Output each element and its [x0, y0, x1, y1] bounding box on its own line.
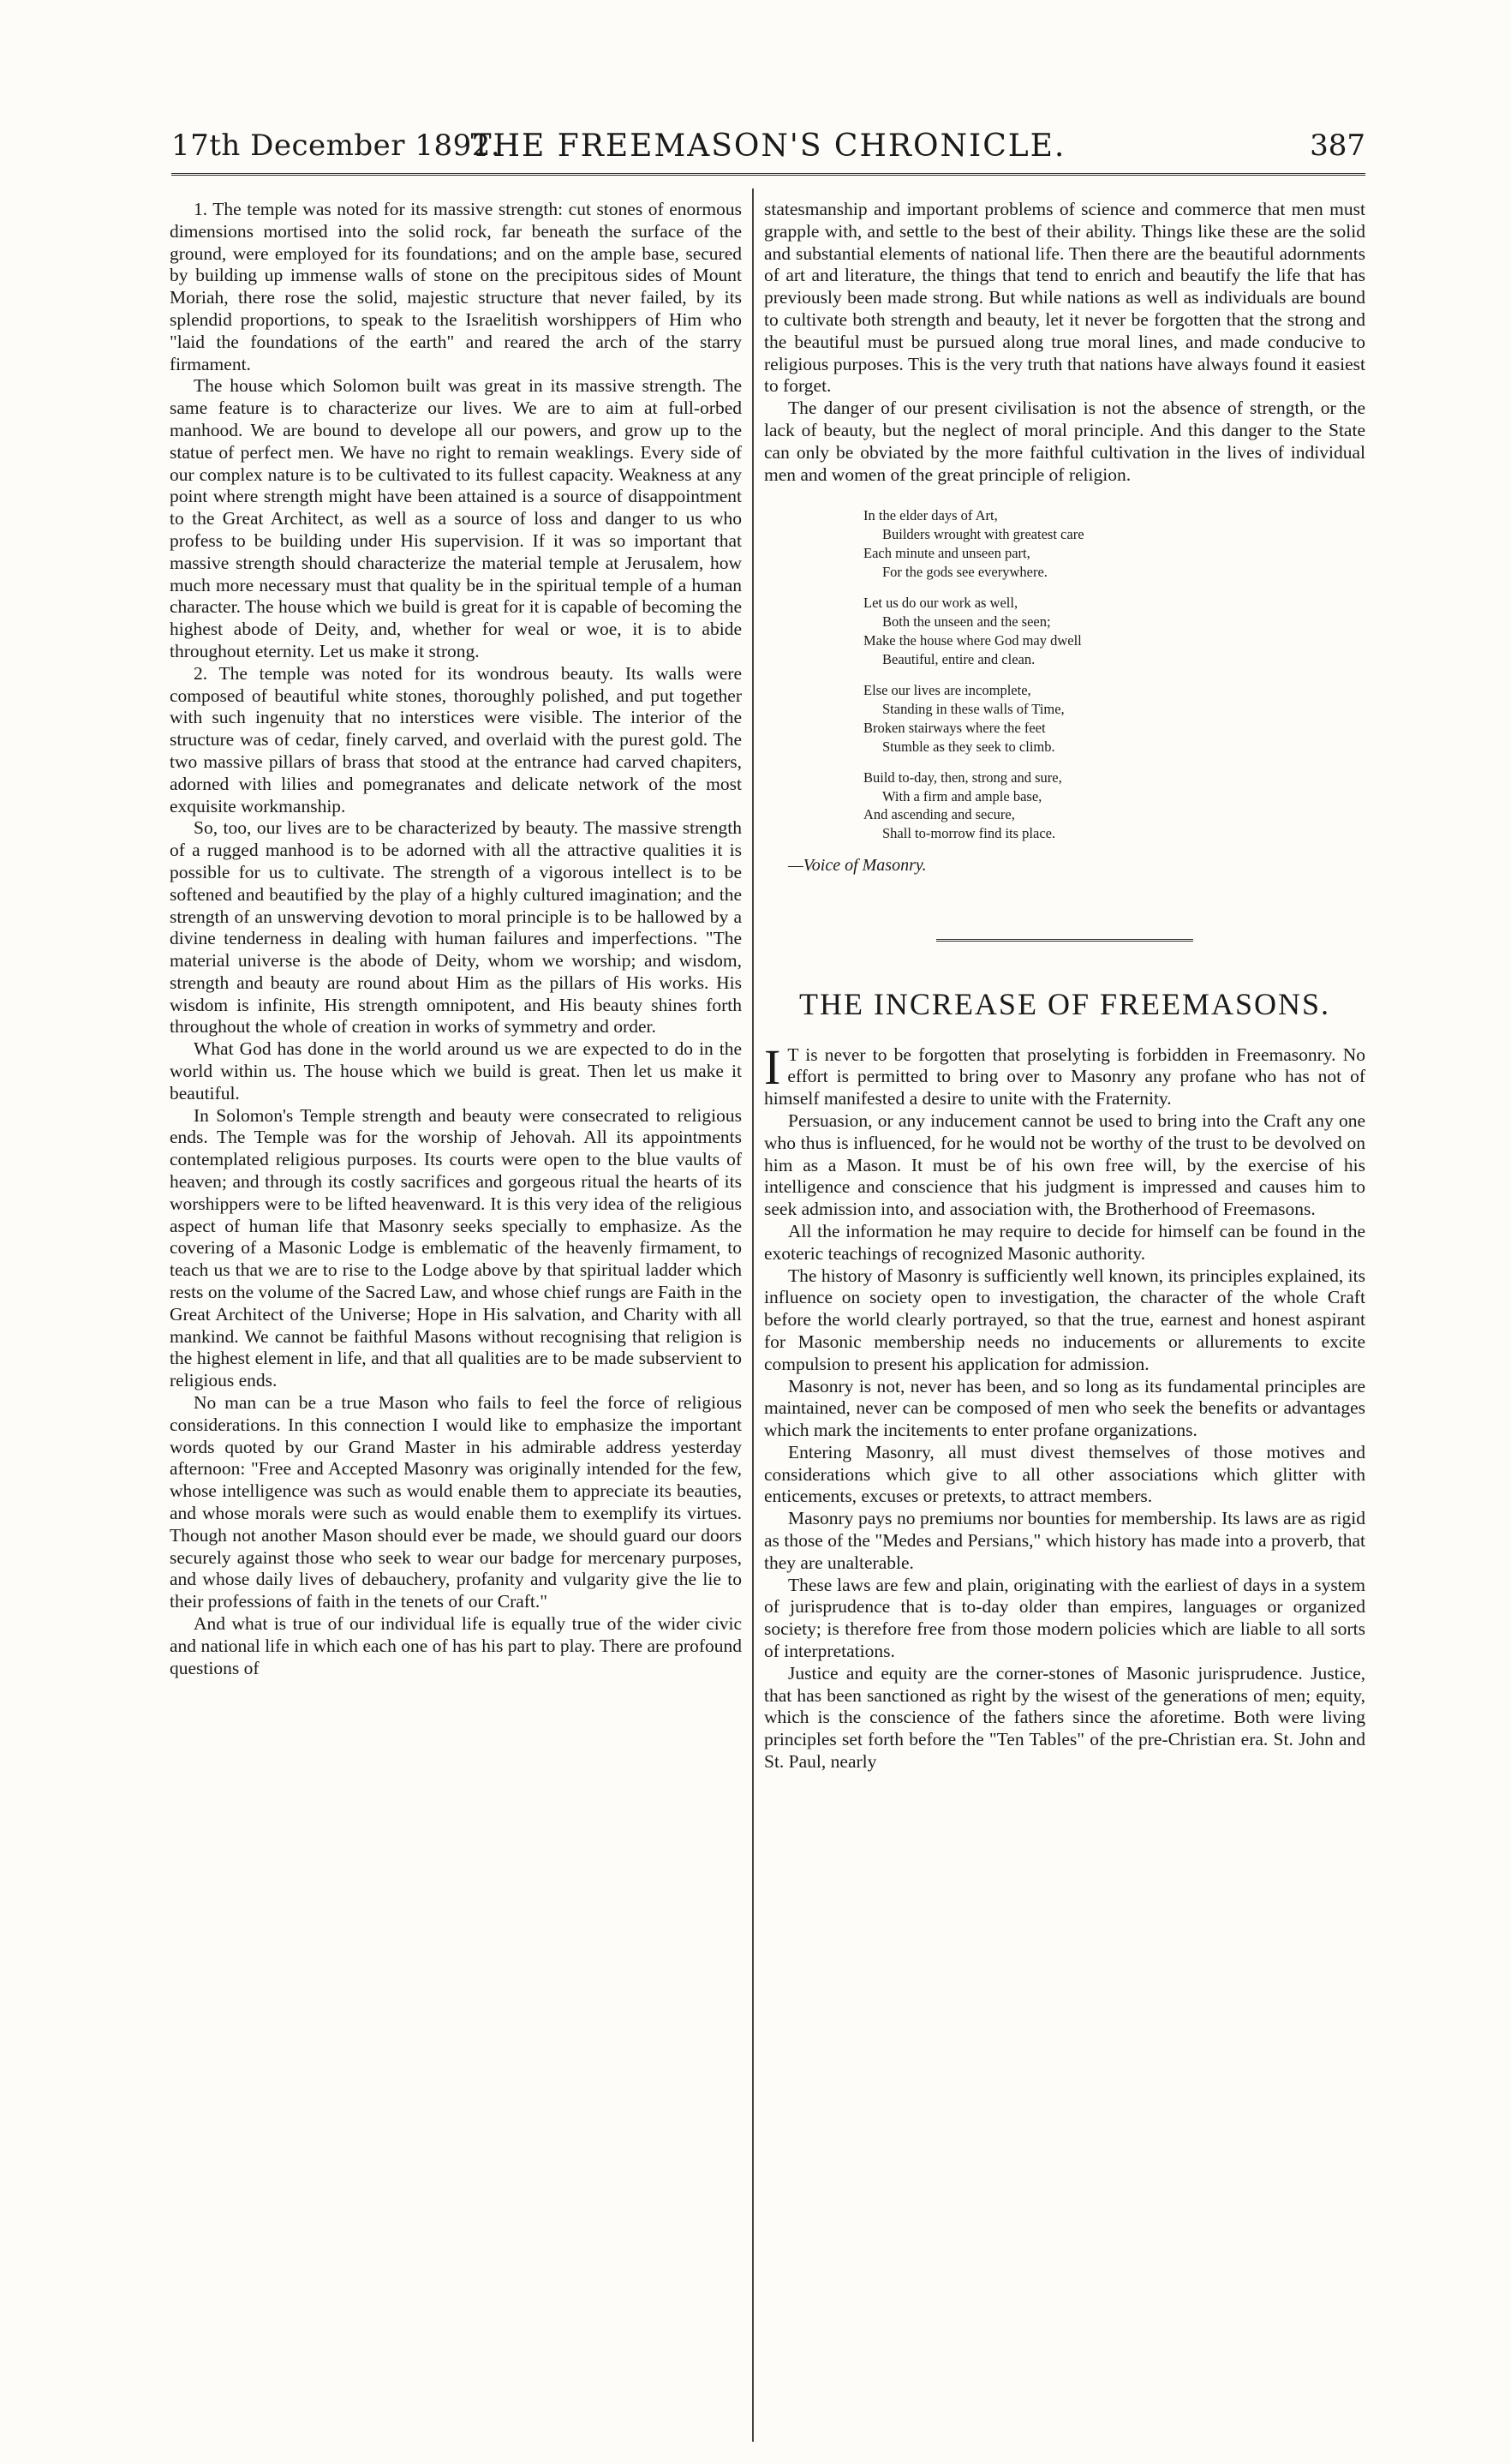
poem-line: In the elder days of Art, — [863, 507, 998, 524]
paragraph: Persuasion, or any inducement cannot be used to bring into the Craft any one who thus is influenced, for he would not be worthy of the trust to be devolved on him as a Mason. It must be of his own free will, by the exercise of his intelligence and conscience that his judgment is impressed and causes him to seek admission into, and association with, the Brotherhood of Freemasons. — [764, 1109, 1365, 1220]
publication-title: THE FREEMASON'S CHRONICLE. — [470, 129, 1066, 164]
paragraph: And what is true of our individual life is equally true of the wider civic and national life in which each one of has his part to play. There are profound questions of — [170, 1613, 742, 1678]
poem-line: Build to-day, then, strong and sure, — [863, 769, 1062, 786]
poem-stanza — [839, 506, 1365, 582]
poem-line: Make the house where God may dwell — [863, 631, 1082, 649]
poem-line: For the gods see everywhere. — [882, 564, 1048, 581]
paragraph: No man can be a true Mason who fails to feel the force of religious considerations. In this connection I would like to emphasize the important words quoted by our Grand Master in his admirable address yesterday afternoon: "Free and Accepted Masonry was originally intended for the few, whose intelligence was such as would enable them to appreciate its beauties, and whose morals were such as would enable them to exemplify its virtues. Though not another Mason should ever be made, we should guard our doors securely against those who seek to wear our badge for mercenary purposes, and whose daily lives of debauchery, profanity and vulgarity give the lie to their professions of faith in the tenets of our Craft." — [170, 1392, 742, 1612]
poem-line: With a firm and ample base, — [882, 787, 1042, 804]
paragraph: Entering Masonry, all must divest themselves of those motives and considerations which give to all other associations which glitter with enticements, excuses or pretexts, to attract members. — [764, 1441, 1365, 1507]
paragraph: The danger of our present civilisation is not the absence of strength, or the lack of beauty, but the neglect of moral principle. And this danger to the State can only be obviated by the more faithful cultivation in the lives of individual men and women of the great principle of religion. — [764, 398, 1365, 485]
continued-paragraph: statesmanship and important problems of science and commerce that men must grapple with, and settle to the best of their ability. Things like these are the solid and substantial elements of national life. Then there are the beautiful adornments of art and literature, the things that tend to enrich and beautify the life that has previously been made strong. But while nations as well as individuals are bound to cultivate both strength and beauty, let it never be forgotten that the strong and the beautiful must be pursued along true moral lines, and made conducive to religious purposes. This is the very truth that nations have always found it easiest to forget. — [764, 199, 1365, 397]
paragraph: Masonry is not, never has been, and so long as its fundamental principles are maintained, never can be composed of men who seek the benefits or advantages which mark the incitements to enter profane organizations. — [764, 1375, 1365, 1441]
paragraph: All the information he may require to decide for himself can be found in the exoteric teachings of recognized Masonic authority. — [764, 1220, 1365, 1264]
issue-date: 17th December 1892. — [171, 129, 501, 163]
paragraph: 1. The temple was noted for its massive strength: cut stones of enormous dimensions mortised into the solid rock, far beneath the surface of the ground, were employed for its foundations; and on the ample base, secured by building up immense walls of stone on the precipitous sides of Mount Moriah, there rose the solid, majestic structure that never failed, by its splendid proportions, to speak to the Israelitish worshippers of Him who "laid the foundations of the earth" and reared the arch of the starry firmament. — [170, 199, 742, 374]
section-separator — [936, 939, 1193, 942]
poem — [839, 506, 1365, 843]
page-number: 387 — [1310, 129, 1365, 163]
section-title: THE INCREASE OF FREEMASONS. — [798, 987, 1331, 1022]
poem-line: Broken stairways where the feet — [863, 719, 1046, 736]
poem-stanza — [839, 769, 1365, 844]
drop-cap: I — [764, 1038, 781, 1095]
paragraph: In Solomon's Temple strength and beauty were consecrated to religious ends. The Temple was for the worship of Jehovah. All its appointments contemplated religious purposes. Its courts were open to the blue vaults of heaven; and through its costly sacrifices and gorgeous ritual the hearts of its worshippers were to be lifted heavenward. It is this very idea of the religious aspect of human life that Masonry seeks specially to emphasize. As the covering of a Masonic Lodge is emblematic of the heavenly firmament, to teach us that we are to rise to the Lodge above by that spiritual ladder which rests on the volume of the Sacred Law, and whose chief rungs are Faith in the Great Architect of the Universe; Hope in His salvation, and Charity with all mankind. We cannot be faithful Masons without recognising that religion is the highest element in life, and that all qualities are to be made subservient to religious ends. — [170, 1104, 742, 1391]
poem-line: And ascending and secure, — [863, 806, 1015, 823]
paragraph: So, too, our lives are to be characterized by beauty. The massive strength of a rugged manhood is to be adorned with all the attractive qualities it is possible for us to cultivate. The strength of a vigorous intellect is to be softened and beautified by the play of a highly cultured imagination; and the strength of an unswerving devotion to moral principle is to be hallowed by a divine tenderness in dealing with human failures and imperfections. "The material universe is the abode of Deity, whom we worship; and wisdom, strength and beauty are round about Him as the pillars of His works. His wisdom is infinite, His strength omnipotent, and His beauty shines forth throughout the whole of creation in works of symmetry and order. — [170, 817, 742, 1038]
paragraph: 2. The temple was noted for its wondrous beauty. Its walls were composed of beautiful white stones, thoroughly polished, and put together with such ingenuity that no interstices were visible. The interior of the structure was of cedar, finely carved, and overlaid with the purest gold. The two massive pillars of brass that stood at the entrance had carved chapiters, adorned with lilies and pomegranates and delicate network of the most exquisite workmanship. — [170, 662, 742, 816]
poem-attribution: —Voice of Masonry. — [788, 856, 927, 876]
poem-line: Let us do our work as well, — [863, 595, 1018, 612]
poem-line: Shall to-morrow find its place. — [882, 825, 1056, 842]
poem-stanza — [839, 681, 1365, 757]
left-column — [170, 199, 742, 1679]
paragraph: What God has done in the world around us we are expected to do in the world within us. The house which we build is great. Then let us make it beautiful. — [170, 1038, 742, 1103]
poem-line: Else our lives are incomplete, — [863, 681, 1031, 698]
poem-line: Stumble as they seek to climb. — [882, 738, 1055, 755]
poem-stanza — [839, 594, 1365, 669]
poem-line: Builders wrought with greatest care — [882, 526, 1084, 543]
poem-line: Beautiful, entire and clean. — [882, 650, 1036, 667]
paragraph: Justice and equity are the corner-stones of Masonic jurisprudence. Justice, that has been sanctioned as right by the wisest of the generations of men; equity, which is the conscience of the fathers since the aforetime. Both were living principles set forth before the "Ten Tables" of the pre-Christian era. St. John and St. Paul, nearly — [764, 1662, 1365, 1773]
poem-line: Each minute and unseen part, — [863, 545, 1030, 562]
paragraph: Masonry pays no premiums nor bounties for membership. Its laws are as rigid as those of the "Medes and Persians," which history has made into a proverb, that they are unalterable. — [764, 1508, 1365, 1573]
column-divider — [752, 188, 754, 2442]
paragraph: The history of Masonry is sufficiently well known, its principles explained, its influence on society open to investigation, the character of the whole Craft before the world clearly portrayed, so that the true, earnest and honest aspirant for Masonic membership needs no inducements or allurements to excite compulsion to present his application for admission. — [764, 1265, 1365, 1374]
first-paragraph-text: T is never to be forgotten that proselyting is forbidden in Freemasonry. No effort is permitted to bring over to Masonry any profane who has not of himself manifested a desire to unite with the Fraternity. — [764, 1044, 1365, 1109]
poem-line: Both the unseen and the seen; — [882, 613, 1051, 631]
page-header — [171, 129, 1365, 176]
poem-line: Standing in these walls of Time, — [882, 700, 1065, 717]
paragraph: These laws are few and plain, originating with the earliest of days in a system of jurisprudence that is to-day older than empires, languages or organized society; is therefore free from those modern policies which are liable to all sorts of interpretations. — [764, 1574, 1365, 1662]
first-paragraph — [764, 1038, 1365, 1110]
right-column — [764, 199, 1365, 1773]
paragraph: The house which Solomon built was great in its massive strength. The same feature is to characterize our lives. We are to aim at full-orbed manhood. We are bound to develope all our powers, and grow up to the statue of perfect men. We have no right to remain weaklings. Every side of our complex nature is to be cultivated to its fullest capacity. Weakness at any point where strength might have been attained is a source of disappointment to the Great Architect, as well as a source of loss and danger to us who profess to be building under His supervision. If it was so important that massive strength should characterize the material temple at Jerusalem, how much more necessary must that quality be in the spiritual temple of a human character. The house which we build is great for it is capable of becoming the highest abode of Deity, and, whether for weal or woe, it is to abide throughout eternity. Let us make it strong. — [170, 375, 742, 661]
